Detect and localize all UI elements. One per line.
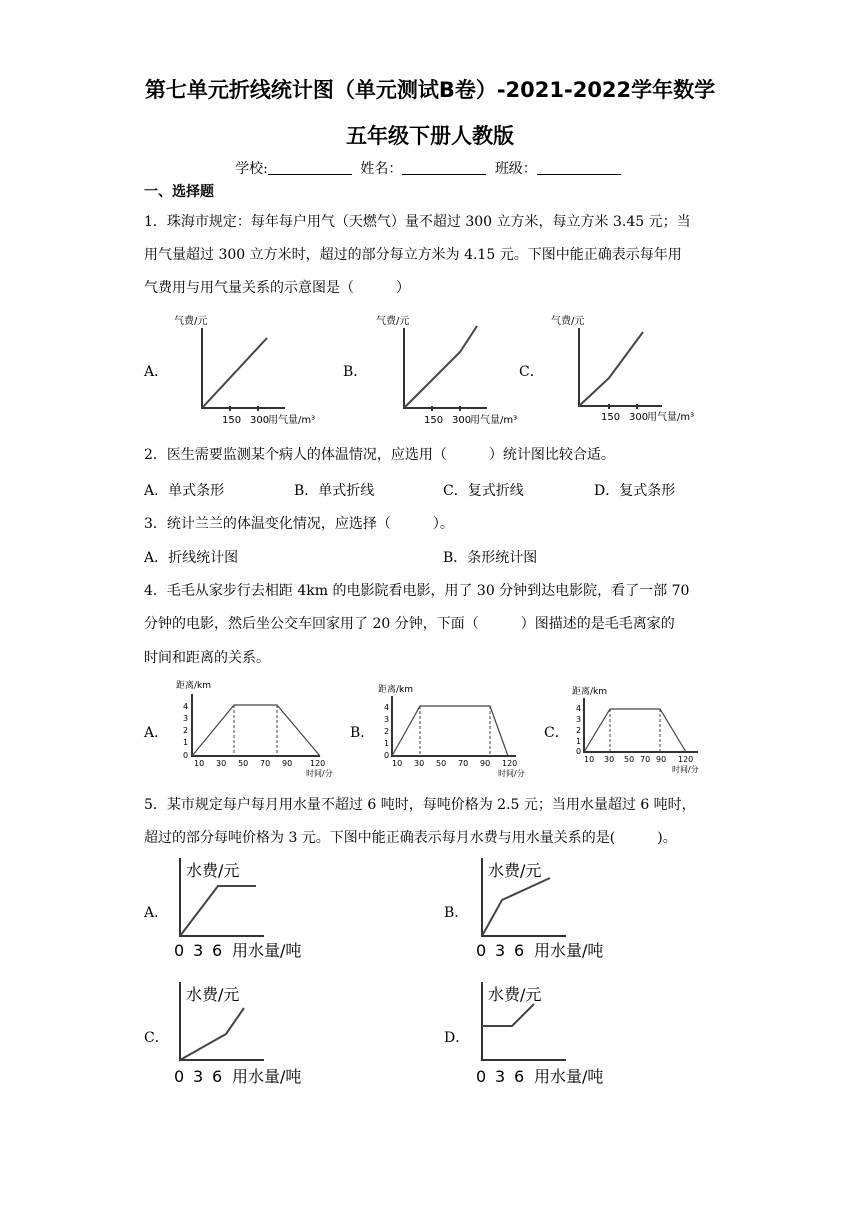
q4-graph-a: [172, 678, 352, 782]
q4c-y2: 2: [576, 726, 582, 735]
q5c-tick-0: 0: [174, 1067, 185, 1086]
q4b-y1: 1: [384, 739, 390, 748]
q5-graph-c: [168, 974, 348, 1090]
q4-line-3: 时间和距离的关系。: [144, 650, 270, 666]
q5d-xlabel: 用水量/吨: [534, 1067, 604, 1086]
q4a-ylabel: 距离/km: [176, 681, 212, 691]
q1a-xlabel: 用气量/m³: [268, 415, 316, 426]
q2-option-d[interactable]: D．复式条形: [594, 483, 676, 499]
q4a-y1: 1: [183, 738, 189, 747]
q4-option-c[interactable]: C．: [544, 725, 569, 741]
name-label: 姓名：: [360, 161, 403, 177]
q4c-x120: 120: [678, 755, 694, 764]
q5-graph-a: [168, 852, 348, 964]
q1-graph-a: [170, 310, 320, 430]
q4a-x90: 90: [282, 759, 293, 768]
q4b-x30: 30: [414, 759, 425, 768]
q5b-xlabel: 用水量/吨: [534, 941, 604, 960]
q1b-tick-150: 150: [424, 415, 444, 426]
q4b-x70: 70: [458, 759, 469, 768]
q4-option-b[interactable]: B．: [350, 725, 375, 741]
class-label: 班级：: [494, 161, 537, 177]
q5c-ylabel: 水费/元: [186, 985, 240, 1004]
q3-stem: 3．统计兰兰的体温变化情况，应选择（ ）。: [144, 516, 454, 532]
q5b-tick-3: 3: [495, 941, 506, 960]
q4c-y1: 1: [576, 737, 582, 746]
q1a-tick-150: 150: [222, 415, 242, 426]
q4-line-2: 分钟的电影，然后坐公交车回家用了 20 分钟，下面（ ）图描述的是毛毛离家的: [144, 616, 675, 632]
q5-option-c[interactable]: C．: [144, 1030, 169, 1046]
q2-option-c[interactable]: C．复式折线: [443, 483, 524, 499]
q1-line-2: 用气量超过 300 立方米时，超过的部分每立方米为 4.15 元。下图中能正确表示每年用: [144, 247, 682, 263]
school-label: 学校:: [235, 161, 268, 177]
q1c-tick-150: 150: [601, 412, 621, 423]
q1a-ylabel: 气费/元: [174, 316, 208, 327]
q4c-x90: 90: [656, 755, 667, 764]
q2-option-a[interactable]: A．单式条形: [144, 483, 225, 499]
q4a-y3: 3: [183, 714, 189, 723]
q1-line-1: 1．珠海市规定：每年每户用气（天燃气）量不超过 300 立方米，每立方米 3.45 元；当: [144, 214, 691, 230]
q4a-xlabel: 时间/分: [306, 769, 333, 778]
q4a-y4: 4: [183, 702, 189, 711]
q1c-ylabel: 气费/元: [551, 316, 585, 327]
q4c-x30: 30: [604, 755, 615, 764]
q5a-tick-0: 0: [174, 941, 185, 960]
q4a-x70: 70: [260, 759, 271, 768]
name-blank[interactable]: [402, 160, 486, 175]
title-line-1: 第七单元折线统计图（单元测试B卷）-2021-2022学年数学: [144, 78, 716, 102]
class-blank[interactable]: [537, 160, 621, 175]
q5d-tick-3: 3: [495, 1067, 506, 1086]
q5b-tick-6: 6: [514, 941, 525, 960]
q1-line-3: 气费用与用气量关系的示意图是（ ）: [144, 280, 410, 296]
q4b-y4: 4: [384, 703, 390, 712]
q5-graph-b: [470, 852, 650, 964]
student-info: [0, 158, 860, 178]
q4c-x10: 10: [584, 755, 595, 764]
q5-option-d[interactable]: D．: [444, 1030, 470, 1046]
q5d-ylabel: 水费/元: [488, 985, 542, 1004]
q1c-xlabel: 用气量/m³: [647, 412, 695, 423]
q5-line-2: 超过的部分每吨价格为 3 元。下图中能正确表示每月水费与用水量关系的是( )。: [144, 830, 677, 846]
q5d-tick-6: 6: [514, 1067, 525, 1086]
q3-option-a[interactable]: A．折线统计图: [144, 550, 239, 566]
q5-graph-d: [470, 974, 650, 1090]
q5-option-b[interactable]: B．: [444, 905, 469, 921]
q4a-x50: 50: [238, 759, 249, 768]
q5c-tick-3: 3: [193, 1067, 204, 1086]
q4b-ylabel: 距离/km: [378, 685, 414, 695]
section-heading: 一、选择题: [144, 184, 214, 200]
q5c-xlabel: 用水量/吨: [232, 1067, 302, 1086]
q4b-y3: 3: [384, 715, 390, 724]
q4c-y0: 0: [576, 747, 582, 756]
q4a-x10: 10: [194, 759, 205, 768]
q5a-xlabel: 用水量/吨: [232, 941, 302, 960]
q4c-y4: 4: [576, 704, 582, 713]
q4a-y0: 0: [183, 751, 189, 760]
q1-graph-b: [372, 310, 522, 430]
q4b-x10: 10: [392, 759, 403, 768]
q4c-x70: 70: [640, 755, 651, 764]
q2-option-b[interactable]: B．单式折线: [294, 483, 375, 499]
title-line-2: 五年级下册人教版: [346, 124, 514, 148]
q4b-y2: 2: [384, 727, 390, 736]
q5a-ylabel: 水费/元: [186, 861, 240, 880]
q1b-ylabel: 气费/元: [376, 316, 410, 327]
q4-graph-c: [568, 684, 728, 780]
q4c-x50: 50: [624, 755, 635, 764]
q3-option-b[interactable]: B．条形统计图: [443, 550, 538, 566]
q5b-tick-0: 0: [476, 941, 487, 960]
q4b-x90: 90: [480, 759, 491, 768]
q1c-tick-300: 300: [629, 412, 649, 423]
q5-line-1: 5．某市规定每户每月用水量不超过 6 吨时，每吨价格为 2.5 元；当用水量超过 6 吨时，: [144, 797, 696, 813]
q4b-x120: 120: [502, 759, 518, 768]
q4-graph-b: [374, 682, 534, 782]
q5c-tick-6: 6: [212, 1067, 223, 1086]
q5b-ylabel: 水费/元: [488, 861, 542, 880]
q4-line-1: 4．毛毛从家步行去相距 4km 的电影院看电影，用了 30 分钟到达电影院，看了一部 70: [144, 583, 690, 599]
q4b-y0: 0: [384, 751, 390, 760]
q4b-x50: 50: [436, 759, 447, 768]
q4c-ylabel: 距离/km: [572, 687, 608, 697]
q2-stem: 2．医生需要监测某个病人的体温情况，应选用（ ）统计图比较合适。: [144, 447, 615, 463]
q1-option-a[interactable]: A．: [144, 364, 169, 380]
q1b-tick-300: 300: [452, 415, 472, 426]
q5a-tick-3: 3: [193, 941, 204, 960]
q4a-y2: 2: [183, 726, 189, 735]
q5a-tick-6: 6: [212, 941, 223, 960]
q5-option-a[interactable]: A．: [144, 905, 169, 921]
q4-option-a[interactable]: A．: [144, 725, 169, 741]
q4a-x120: 120: [310, 759, 326, 768]
q4a-x30: 30: [216, 759, 227, 768]
q1a-tick-300: 300: [250, 415, 270, 426]
q1-option-b[interactable]: B．: [343, 364, 368, 380]
q4b-xlabel: 时间/分: [498, 769, 525, 778]
q4c-y3: 3: [576, 715, 582, 724]
school-blank[interactable]: [268, 160, 352, 175]
q1-option-c[interactable]: C．: [519, 364, 544, 380]
q1b-xlabel: 用气量/m³: [470, 415, 518, 426]
q1-graph-c: [547, 310, 697, 430]
q5d-tick-0: 0: [476, 1067, 487, 1086]
q4c-xlabel: 时间/分: [672, 765, 699, 774]
